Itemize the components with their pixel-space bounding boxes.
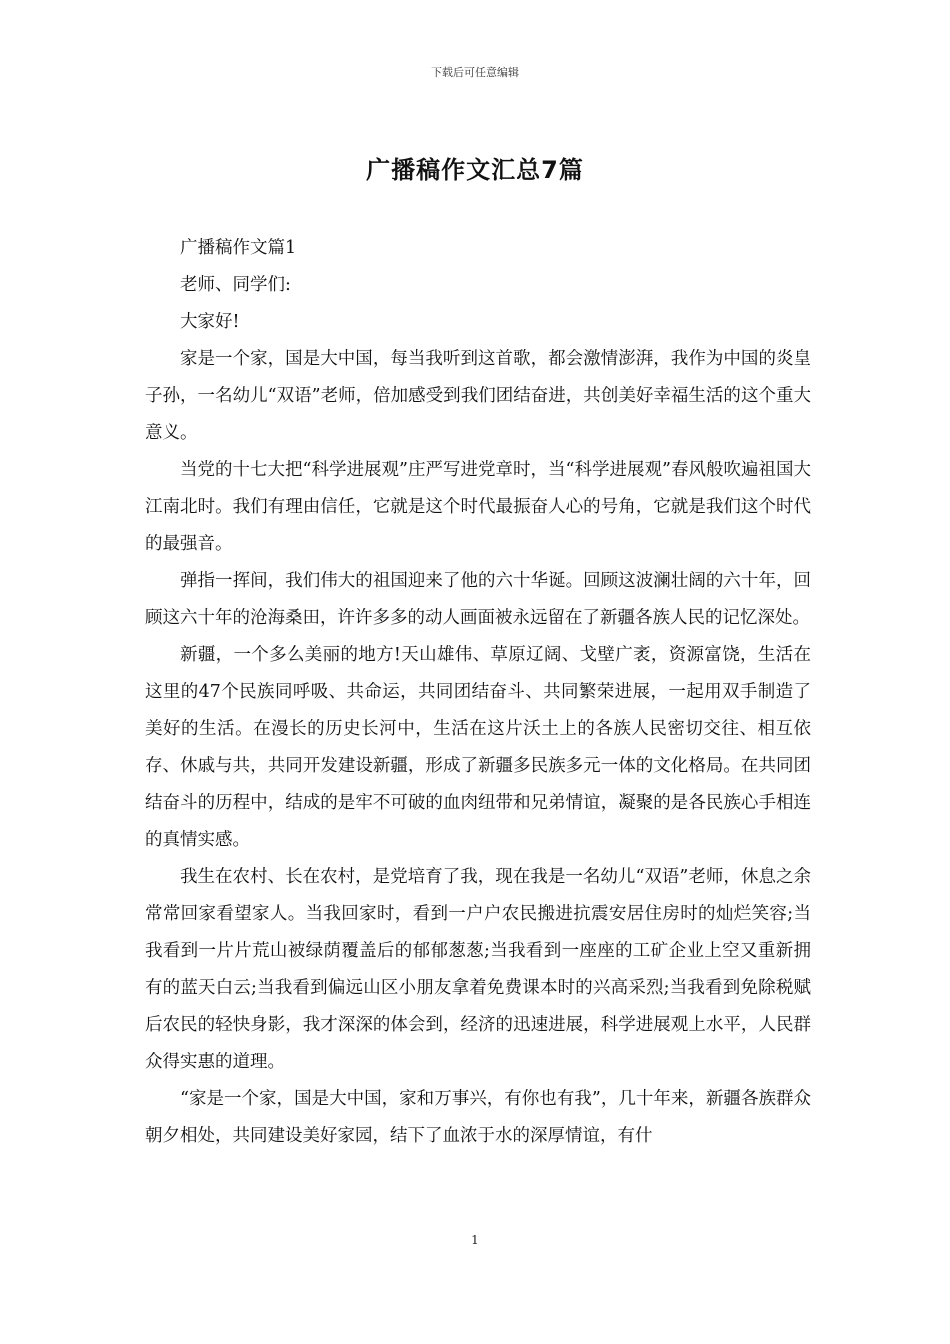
document-body <box>145 230 811 1155</box>
page-number: 1 <box>471 1233 479 1247</box>
paragraph: “家是一个家，国是大中国，家和万事兴，有你也有我”，几十年来，新疆各族群众朝夕相处，共同建设美好家园，结下了血浓于水的深厚情谊，有什 <box>145 1089 811 1146</box>
page-header: 下载后可任意编辑 <box>431 66 519 79</box>
paragraph: 当党的十七大把“科学进展观”庄严写进党章时，当“科学进展观”春风般吹遍祖国大江南北时。我们有理由信任，它就是这个时代最振奋人心的号角，它就是我们这个时代的最强音。 <box>145 460 811 554</box>
section-heading: 广播稿作文篇1 <box>180 238 297 258</box>
salutation: 老师、同学们: <box>180 275 291 295</box>
paragraph: 新疆，一个多么美丽的地方!天山雄伟、草原辽阔、戈壁广袤，资源富饶，生活在这里的47个民族同呼吸、共命运，共同团结奋斗、共同繁荣进展，一起用双手制造了美好的生活。在漫长的历史长河中，生活在这片沃土上的各族人民密切交往、相互依存、休戚与共，共同开发建设新疆，形成了新疆多民族多元一体的文化格局。在共同团结奋斗的历程中，结成的是牢不可破的血肉纽带和兄弟情谊，凝聚的是各民族心手相连的真情实感。 <box>145 645 811 850</box>
paragraph: 弹指一挥间，我们伟大的祖国迎来了他的六十华诞。回顾这波澜壮阔的六十年，回顾这六十年的沧海桑田，许许多多的动人画面被永远留在了新疆各族人民的记忆深处。 <box>145 571 811 628</box>
document-title: 广播稿作文汇总7篇 <box>366 156 584 184</box>
paragraph: 我生在农村、长在农村，是党培育了我，现在我是一名幼儿“双语”老师，休息之余常常回家看望家人。当我回家时，看到一户户农民搬进抗震安居住房时的灿烂笑容;当我看到一片片荒山被绿荫覆盖后的郁郁葱葱;当我看到一座座的工矿企业上空又重新拥有的蓝天白云;当我看到偏远山区小朋友拿着免费课本时的兴高采烈;当我看到免除税赋后农民的轻快身影，我才深深的体会到，经济的迅速进展，科学进展观上水平，人民群众得实惠的道理。 <box>145 867 811 1072</box>
paragraph: 家是一个家，国是大中国，每当我听到这首歌，都会激情澎湃，我作为中国的炎皇子孙，一名幼儿“双语”老师，倍加感受到我们团结奋进，共创美好幸福生活的这个重大意义。 <box>145 349 811 443</box>
greeting: 大家好! <box>180 312 240 332</box>
